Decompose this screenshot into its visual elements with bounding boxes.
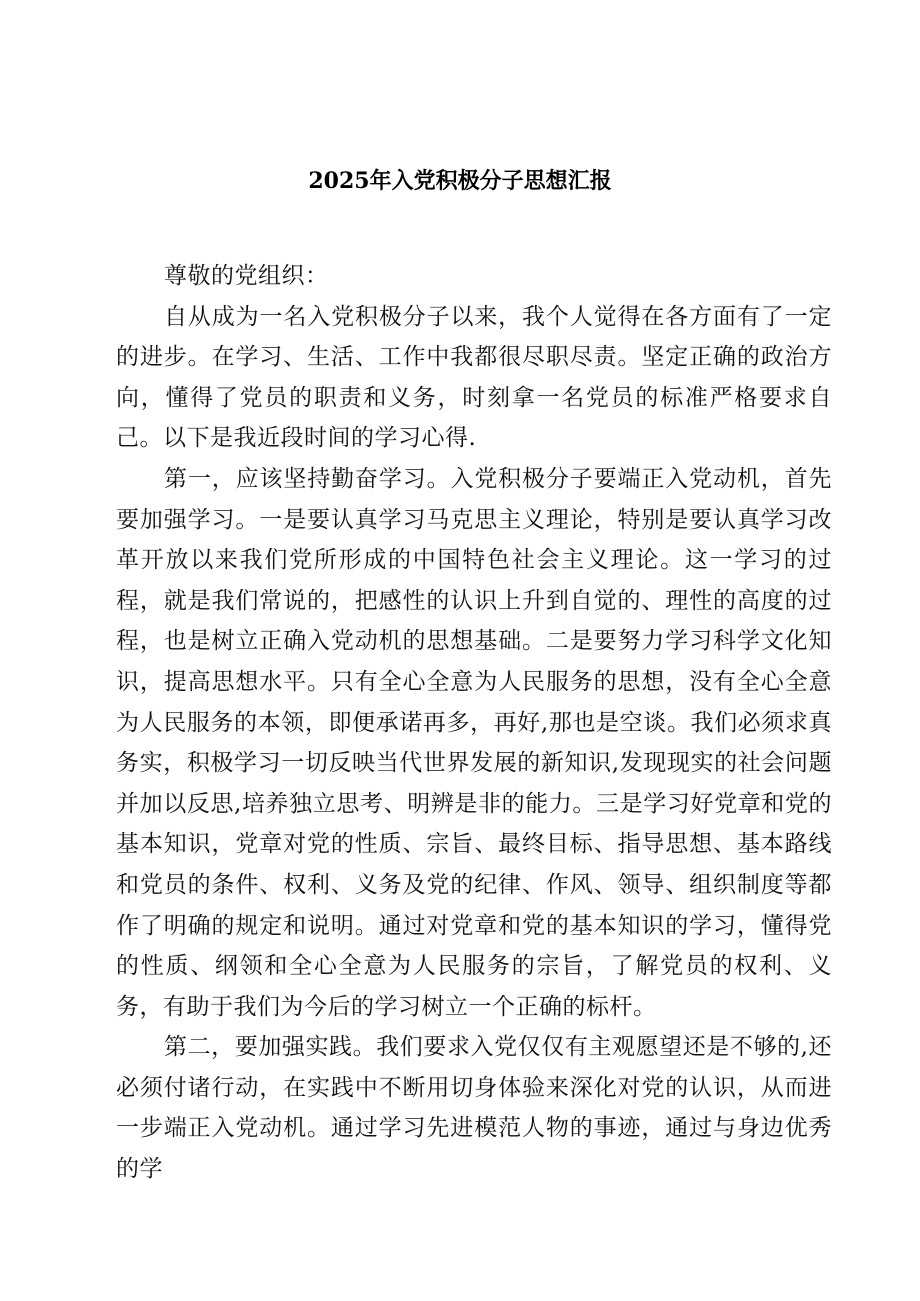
paragraph-first-point: 第一，应该坚持勤奋学习。入党积极分子要端正入党动机，首先要加强学习。一是要认真学习马克思主义理论，特别是要认真学习改革开放以来我们党所形成的中国特色社会主义理论。这一学习的过程，就是我们常说的，把感性的认识上升到自觉的、理性的高度的过程，也是树立正确入党动机的思想基础。二是要努力学习科学文化知识，提高思想水平。只有全心全意为人民服务的思想，没有全心全意为人民服务的本领，即便承诺再多，再好,那也是空谈。我们必须求真务实，积极学习一切反映当代世界发展的新知识,发现现实的社会问题并加以反思,培养独立思考、明辨是非的能力。三是学习好党章和党的基本知识，党章对党的性质、宗旨、最终目标、指导思想、基本路线和党员的条件、权利、义务及党的纪律、作风、领导、组织制度等都作了明确的规定和说明。通过对党章和党的基本知识的学习，懂得党的性质、纲领和全心全意为人民服务的宗旨，了解党员的权利、义务，有助于我们为今后的学习树立一个正确的标杆。 [116,465,832,1020]
salutation: 尊敬的党组织： [164,263,329,289]
paragraph-intro: 自从成为一名入党积极分子以来，我个人觉得在各方面有了一定的进步。在学习、生活、工作中我都很尽职尽责。坚定正确的政治方向，懂得了党员的职责和义务，时刻拿一名党员的标准严格要求自己。以下是我近段时间的学习心得. [116,303,832,452]
paragraph-second-point: 第二，要加强实践。我们要求入党仅仅有主观愿望还是不够的,还必须付诸行动，在实践中不断用切身体验来深化对党的认识，从而进一步端正入党动机。通过学习先进模范人物的事迹，通过与身边优秀的学 [116,1034,832,1183]
document-title: 2025年入党积极分子思想汇报 [308,168,612,194]
document-body [116,256,832,1190]
